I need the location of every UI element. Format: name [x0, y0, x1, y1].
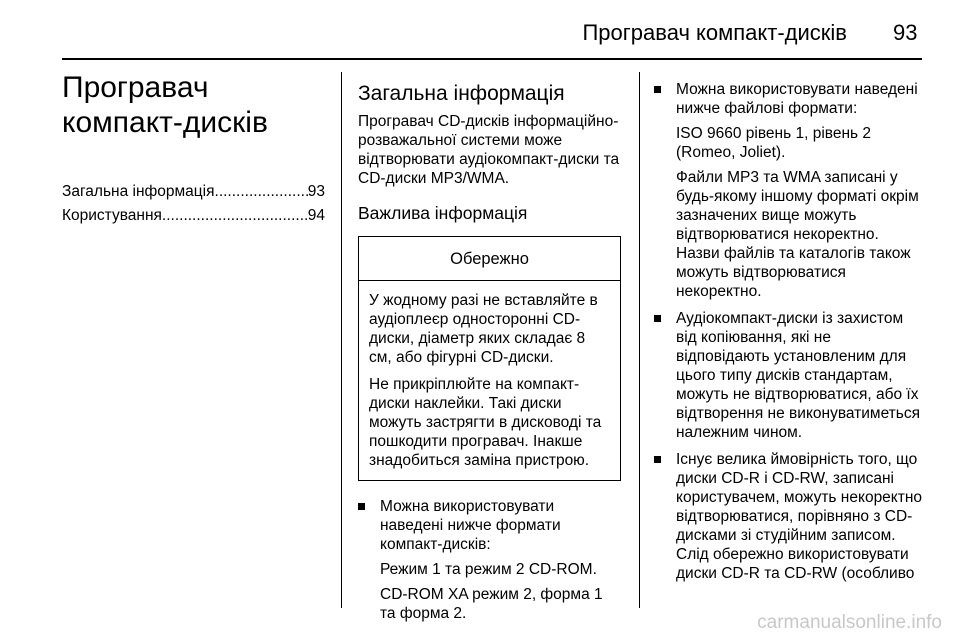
bullet-text: Існує велика ймовірність того, що диски CD-R і CD-RW, записані користувачем, можуть некоректно відтворюватися, порівняно з CD-дисками зі студійним записом. Слід обережно використовувати диски CD-R та CD-RW (особливо — [676, 451, 923, 582]
page-number: 93 — [893, 20, 918, 45]
caution-paragraph: У жодному разі не вставляйте в аудіоплеєр односторонні CD-диски, діаметр яких складає 8 см, або фігурні CD-диски. — [369, 292, 598, 366]
bullet-text: Можна використовувати наведені нижче формати компакт-дисків: — [380, 498, 561, 553]
toc-leader — [162, 204, 308, 228]
running-header-title: Програвач компакт-дисків — [582, 20, 847, 45]
toc-entry-page: 94 — [307, 207, 325, 224]
section-title: Програвач компакт-дисків — [62, 71, 268, 139]
bullet-text: Режим 1 та режим 2 CD-ROM. — [380, 561, 597, 578]
bullet-text: Аудіокомпакт-диски із захистом від копіювання, які не відповідають установленим для цього типу дисків стандартам, можуть не відтворюватися, або їх відтворення не виконуватиметься належним чином. — [676, 310, 921, 441]
general-info-intro: Програвач CD-дисків інформаційно-розважальної системи може відтворювати аудіокомпакт-диски та CD-диски MP3/WMA. — [358, 113, 620, 187]
bullet-square-icon — [654, 86, 661, 93]
toc-entry-label: Загальна інформація — [62, 183, 215, 200]
column-3 — [654, 80, 924, 591]
toc-entry[interactable] — [62, 204, 325, 228]
column-2 — [358, 82, 621, 631]
column-divider-1 — [341, 72, 342, 608]
bullet-item — [358, 497, 621, 623]
caution-body — [359, 281, 620, 480]
toc-entry-page: 93 — [307, 183, 325, 200]
bullet-text: CD-ROM XA режим 2, форма 1 та форма 2. — [380, 586, 603, 622]
caution-box — [358, 236, 621, 481]
bullet-text: Можна використовувати наведені нижче файлові формати: — [676, 81, 918, 117]
column-divider-2 — [639, 72, 640, 608]
bullet-text: ISO 9660 рівень 1, рівень 2 (Romeo, Joliet). — [676, 125, 872, 161]
bullet-square-icon — [654, 456, 661, 463]
caution-title: Обережно — [359, 237, 620, 281]
general-info-heading: Загальна інформація — [358, 82, 565, 105]
bullet-item — [654, 450, 924, 583]
bullet-square-icon — [358, 503, 365, 510]
toc-entry[interactable] — [62, 180, 325, 204]
header-rule — [62, 58, 922, 60]
bullet-square-icon — [654, 315, 661, 322]
caution-paragraph: Не прикріплюйте на компакт-диски наклейки. Такі диски можуть застрягти в дисководі та пошкодити програвач. Інакше знадобиться заміна пристрою. — [369, 376, 602, 469]
table-of-contents — [62, 180, 325, 228]
bullet-text: Файли MP3 та WMA записані у будь-якому іншому форматі окрім зазначених вище можуть відтворюватися некоректно. Назви файлів та каталогів також можуть відтворюватися некоректно. — [676, 169, 919, 300]
important-info-heading: Важлива інформація — [358, 203, 528, 223]
watermark: carmanualsonline.info — [757, 612, 942, 633]
bullet-item — [654, 80, 924, 301]
toc-entry-label: Користування — [62, 207, 162, 224]
bullet-item — [654, 309, 924, 442]
toc-leader — [215, 180, 308, 204]
